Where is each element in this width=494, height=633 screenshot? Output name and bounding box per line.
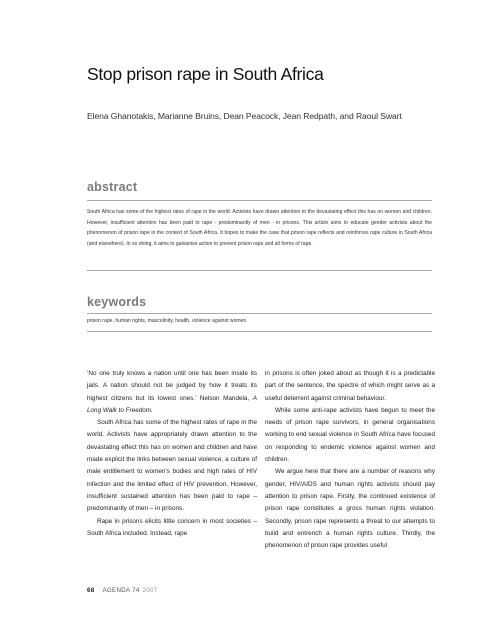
page-number: 68 <box>87 587 95 594</box>
body-paragraph: While some anti-rape activists have begun to meet the needs of prison rape survivors, in general organisations working to end sexual violence in South Africa have focused on responding to endemic violence against women and children. <box>265 406 435 464</box>
keywords-heading: keywords <box>87 295 147 309</box>
body-paragraph: Rape in prisons elicits little concern in most societies – South Africa included. Instead, rape <box>87 517 257 537</box>
keywords-text: prison rape, human rights, masculinity, health, violence against women <box>87 318 247 324</box>
body-paragraph <box>87 368 257 417</box>
body-paragraph: South Africa has some of the highest rates of rape in the world. Activists have appropriately drawn attention to the devastating effect this has on women and children and have made explicit the links between sexual violence, a culture of male entitlement to women’s bodies and high rates of HIV infection and the limited effect of HIV prevention. However, insufficient sustained attention has been paid to rape – predominantly of men – in prisons. <box>87 419 257 513</box>
body-column-right <box>265 368 435 552</box>
body-paragraph: in prisons is often joked about as though it is a predictable part of the sentence, the spectre of which might serve as a useful deterrent against criminal behaviour. <box>265 370 435 402</box>
abstract-text: South Africa has some of the highest rates of rape in the world. Activists have drawn attention to the devastating effect this has on women and children. However, insufficient attention has been paid to rape - predominantly of men - in prisons. This article aims to educate gender activists about the phenomenon of prison rape in the context of South Africa. It hopes to make the case that prison rape reflects and reinforces rape culture in South Africa (and elsewhere). In so doing, it aims to galvanise action to prevent prison rape and all forms of rape. <box>87 209 432 248</box>
page-footer <box>87 587 158 594</box>
article-title: Stop prison rape in South Africa <box>87 64 324 84</box>
mandela-quote: ‘No one truly knows a nation until one has been inside its jails. A nation should not be judged by how it treats its highest citizens but its lowest ones.’ Nelson Mandela, <box>87 370 257 402</box>
journal-name: AGENDA 74 <box>102 587 140 594</box>
article-authors: Elena Ghanotakis, Marianne Bruins, Dean Peacock, Jean Redpath, and Raoul Swart <box>87 111 402 121</box>
keywords-bottom-rule <box>87 331 432 332</box>
book-title: A Long Walk to Freedom. <box>87 394 257 414</box>
journal-year: 2007 <box>142 587 158 594</box>
keywords-top-rule <box>87 313 432 314</box>
body-column-left <box>87 368 257 540</box>
abstract-top-rule <box>87 200 432 201</box>
body-paragraph: We argue here that there are a number of reasons why gender, HIV/AIDS and human rights activists should pay attention to prison rape. Firstly, the continued existence of prison rape constitutes a gross human rights violation. Secondly, prison rape represents a threat to our attempts to build and entrench a human rights culture. Thirdly, the phenomenon of prison rape provides useful <box>265 468 435 550</box>
abstract-heading: abstract <box>87 180 138 194</box>
abstract-bottom-rule <box>87 270 432 271</box>
